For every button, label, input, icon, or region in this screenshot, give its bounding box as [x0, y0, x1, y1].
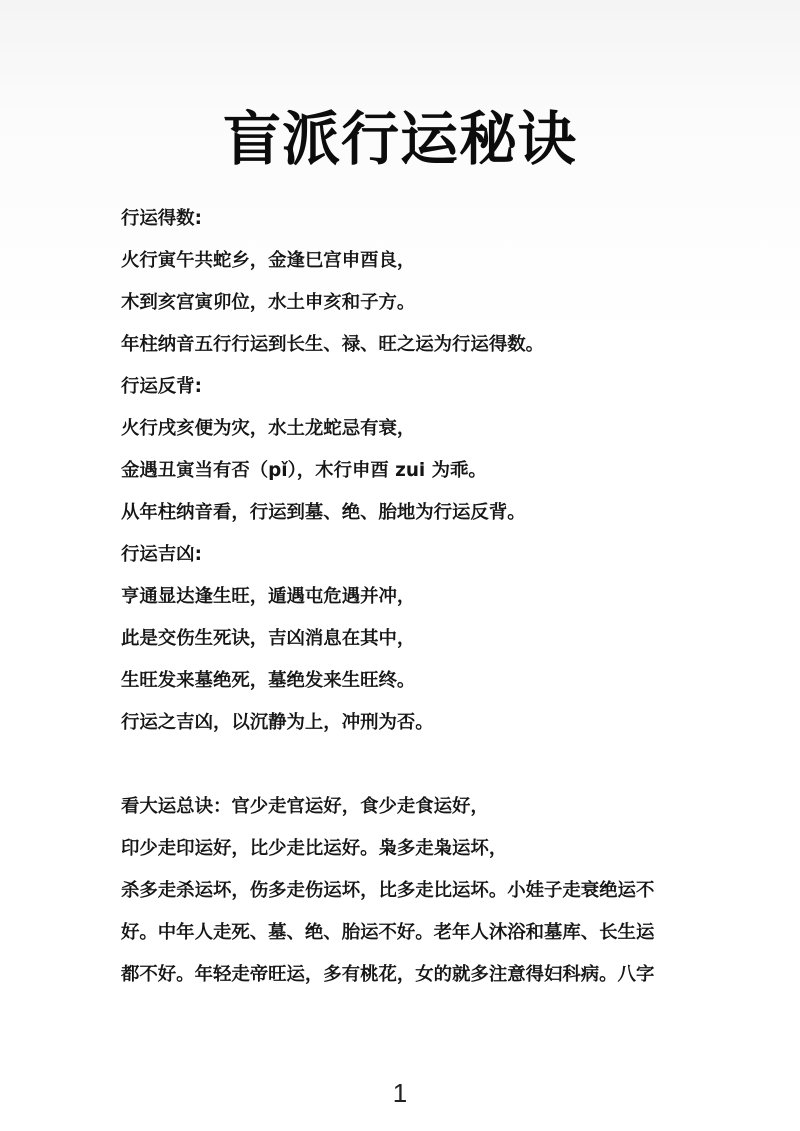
text-line: 火行寅午共蛇乡，金逢巳宫申酉良，	[121, 250, 416, 271]
section-heading-xingyun-deshu: 行运得数:	[121, 208, 202, 229]
text-line: 从年柱纳音看，行运到墓、绝、胎地为行运反背。	[121, 502, 526, 523]
page-number: 1	[392, 1078, 408, 1108]
section-heading-xingyun-fanbei: 行运反背:	[121, 376, 202, 397]
text-line: 杀多走杀运坏，伤多走伤运坏，比多走比运坏。小娃子走衰绝运不	[121, 880, 655, 901]
text-line: 金遇丑寅当有否（pǐ），木行申酉 zui 为乖。	[121, 460, 487, 481]
text-line: 木到亥宫寅卯位，水土申亥和子方。	[121, 292, 416, 313]
text-line: 行运之吉凶，以沉静为上，冲刑为否。	[121, 712, 434, 733]
text-line: 看大运总诀：官少走官运好，食少走食运好，	[121, 796, 489, 817]
section-heading-xingyun-jixiong: 行运吉凶:	[121, 544, 202, 565]
text-line: 生旺发来墓绝死，墓绝发来生旺终。	[121, 670, 416, 691]
text-line: 都不好。年轻走帝旺运，多有桃花，女的就多注意得妇科病。八字	[121, 964, 655, 985]
text-line: 亨通显达逢生旺，遁遇屯危遇并冲，	[121, 586, 416, 607]
text-line: 印少走印运好，比少走比运好。枭多走枭运坏，	[121, 838, 508, 859]
text-line: 此是交伤生死诀，吉凶消息在其中，	[121, 628, 416, 649]
text-line: 年柱纳音五行行运到长生、禄、旺之运为行运得数。	[121, 334, 544, 355]
document-body	[121, 198, 691, 996]
document-title: 盲派行运秘诀	[222, 105, 577, 173]
text-line: 好。中年人走死、墓、绝、胎运不好。老年人沐浴和墓库、长生运	[121, 922, 655, 943]
paragraph-gap	[121, 744, 691, 786]
text-line: 火行戌亥便为灾，水土龙蛇忌有衰，	[121, 418, 416, 439]
